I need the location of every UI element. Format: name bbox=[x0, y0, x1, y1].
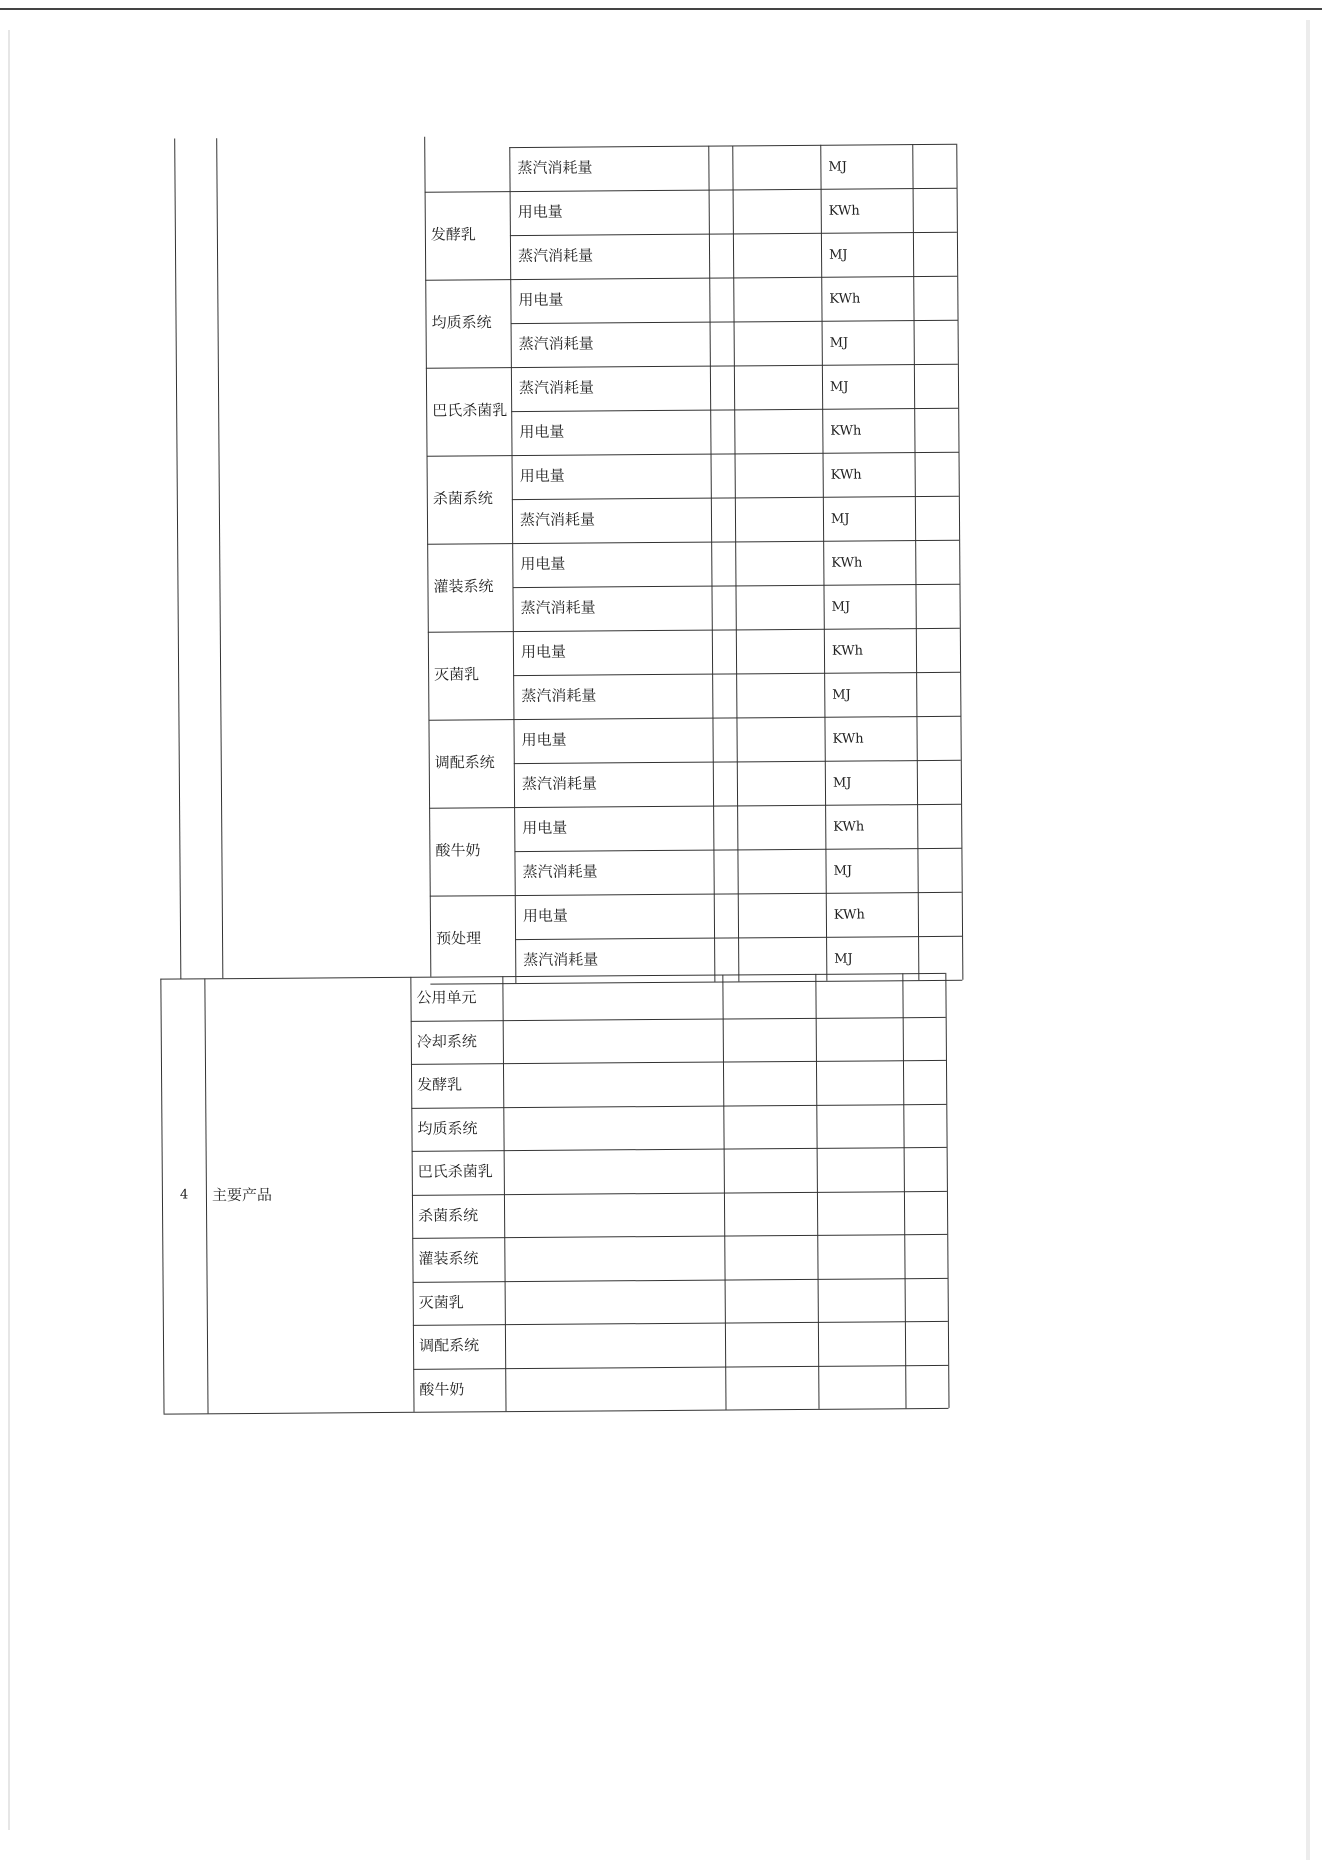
row-line-section4 bbox=[413, 1321, 948, 1326]
unit-label: MJ bbox=[834, 951, 853, 967]
row-line-upper bbox=[428, 716, 960, 721]
unit-label: KWh bbox=[830, 423, 862, 439]
indicator-label: 蒸汽消耗量 bbox=[518, 378, 595, 398]
row-line-upper bbox=[428, 628, 960, 633]
indicator-label: 用电量 bbox=[518, 290, 564, 310]
column-line-no bbox=[174, 139, 181, 979]
column-line-unit-col bbox=[820, 145, 827, 981]
unit-label: KWh bbox=[832, 731, 864, 747]
row-line-section4 bbox=[411, 1103, 946, 1108]
row-line-upper bbox=[425, 188, 957, 193]
indicator-label: 用电量 bbox=[522, 906, 568, 926]
column-line-indicator bbox=[509, 147, 516, 983]
indicator-label: 用电量 bbox=[519, 422, 565, 442]
row-line-section4 bbox=[413, 1364, 948, 1369]
product-label: 公用单元 bbox=[416, 988, 477, 1007]
unit-label: MJ bbox=[830, 511, 850, 527]
product-label: 灌装系统 bbox=[418, 1249, 479, 1268]
product-label: 巴氏杀菌乳 bbox=[417, 1162, 493, 1181]
indicator-label: 用电量 bbox=[520, 554, 566, 574]
unit-label: KWh bbox=[829, 291, 861, 307]
row-line-upper bbox=[425, 276, 957, 281]
system-label: 调配系统 bbox=[434, 753, 495, 772]
system-label: 均质系统 bbox=[431, 313, 492, 332]
product-label: 冷却系统 bbox=[416, 1031, 477, 1051]
column-line-item bbox=[204, 978, 208, 1413]
indicator-label: 蒸汽消耗量 bbox=[517, 158, 593, 178]
product-label: 均质系统 bbox=[417, 1118, 478, 1138]
table-grid bbox=[0, 0, 1315, 5]
row-line-section4 bbox=[412, 1190, 947, 1195]
unit-label: KWh bbox=[830, 467, 862, 483]
unit-label: MJ bbox=[829, 335, 849, 351]
row-line-upper bbox=[430, 980, 962, 985]
row-line-upper bbox=[430, 892, 962, 897]
column-line-value-b bbox=[732, 145, 739, 981]
indicator-label: 蒸汽消耗量 bbox=[521, 686, 597, 706]
unit-label: MJ bbox=[829, 247, 848, 263]
product-label: 灭菌乳 bbox=[418, 1292, 464, 1312]
column-line-right bbox=[945, 973, 949, 1408]
indicator-label: 蒸汽消耗量 bbox=[520, 598, 596, 618]
product-label: 杀菌系统 bbox=[418, 1205, 479, 1225]
indicator-label: 蒸汽消耗量 bbox=[521, 774, 598, 794]
system-label: 酸牛奶 bbox=[435, 841, 481, 860]
unit-label: MJ bbox=[831, 599, 851, 615]
unit-label: KWh bbox=[828, 203, 860, 219]
unit-label: MJ bbox=[833, 863, 853, 879]
system-label: 灭菌乳 bbox=[434, 665, 480, 684]
unit-label: KWh bbox=[831, 555, 863, 571]
system-label: 预处理 bbox=[435, 929, 482, 948]
row-line-upper bbox=[427, 540, 959, 545]
unit-label: MJ bbox=[832, 687, 851, 703]
system-label: 灌装系统 bbox=[433, 577, 494, 596]
unit-label: KWh bbox=[833, 907, 865, 923]
indicator-label: 蒸汽消耗量 bbox=[518, 334, 594, 354]
product-label: 调配系统 bbox=[418, 1336, 480, 1355]
column-line-no bbox=[160, 979, 164, 1414]
row-line-section4 bbox=[411, 1016, 946, 1021]
indicator-label: 蒸汽消耗量 bbox=[522, 862, 598, 882]
indicator-label: 用电量 bbox=[521, 730, 567, 750]
column-line-remark bbox=[912, 144, 919, 980]
product-label: 发酵乳 bbox=[417, 1075, 463, 1094]
category-label: 主要产品 bbox=[211, 1185, 273, 1204]
indicator-label: 用电量 bbox=[522, 818, 568, 838]
column-line-unit bbox=[424, 137, 431, 977]
indicator-label: 用电量 bbox=[517, 202, 563, 222]
unit-label: KWh bbox=[831, 643, 863, 659]
row-line-upper bbox=[429, 804, 961, 809]
column-line-value-a bbox=[708, 146, 715, 982]
row-line-section4 bbox=[412, 1234, 947, 1239]
indicator-label: 蒸汽消耗量 bbox=[517, 246, 594, 266]
system-label: 发酵乳 bbox=[430, 225, 476, 244]
row-line-upper bbox=[427, 452, 959, 457]
indicator-label: 蒸汽消耗量 bbox=[519, 510, 596, 530]
unit-label: MJ bbox=[828, 159, 847, 175]
system-label: 巴氏杀菌乳 bbox=[432, 401, 508, 420]
row-line-section4 bbox=[411, 1060, 946, 1065]
row-line-section4 bbox=[413, 1277, 948, 1282]
row-line-section4 bbox=[164, 1408, 949, 1415]
column-line-right bbox=[956, 144, 963, 980]
unit-label: MJ bbox=[832, 775, 852, 791]
row-line-section4-top bbox=[160, 973, 945, 980]
system-label: 杀菌系统 bbox=[432, 489, 493, 508]
indicator-label: 用电量 bbox=[519, 466, 565, 486]
unit-label: KWh bbox=[833, 819, 865, 835]
row-number: 4 bbox=[179, 1186, 189, 1203]
unit-label: MJ bbox=[829, 379, 849, 395]
row-line-section4 bbox=[412, 1147, 947, 1152]
indicator-label: 蒸汽消耗量 bbox=[523, 950, 599, 970]
indicator-label: 用电量 bbox=[520, 642, 567, 662]
column-line-item bbox=[216, 138, 223, 978]
row-line-upper bbox=[426, 364, 958, 369]
product-label: 酸牛奶 bbox=[419, 1379, 465, 1399]
